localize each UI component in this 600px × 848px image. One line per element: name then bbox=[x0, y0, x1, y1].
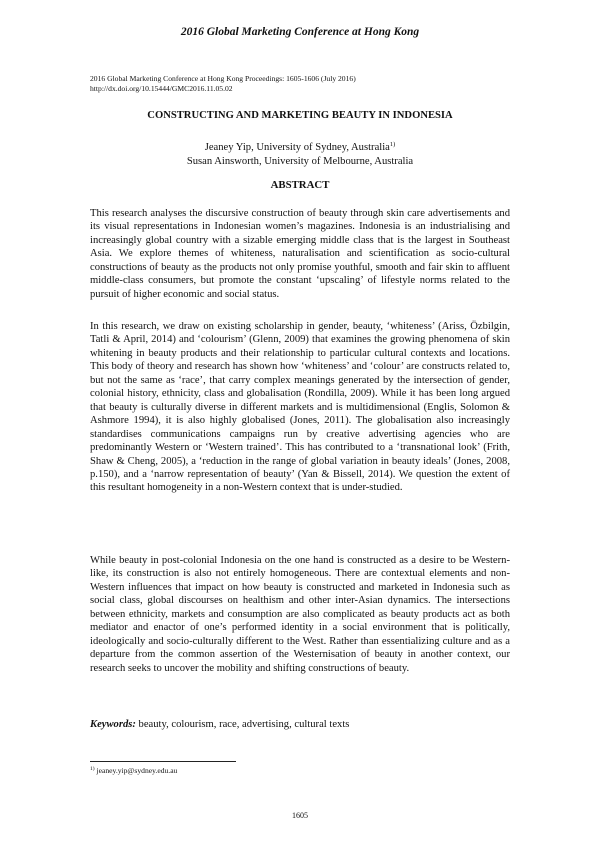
proceedings-line: 2016 Global Marketing Conference at Hong Kong Proceedings: 1605-1606 (July 2016) bbox=[90, 74, 356, 83]
footnote bbox=[90, 766, 177, 775]
footnote-marker: 1) bbox=[90, 766, 95, 772]
abstract-heading: ABSTRACT bbox=[270, 179, 330, 191]
running-header: 2016 Global Marketing Conference at Hong Kong bbox=[180, 26, 420, 38]
abstract-paragraph: In this research, we draw on existing scholarship in gender, beauty, ‘whiteness’ (Ariss, Özbilgin, Tatli & April, 2014) and ‘colourism’ (Glenn, 2009) that examines the growing phenomena of skin whitening in beauty products and their relationship to particular cultural contexts and locations. This body of theory and research has shown how ‘whiteness’ and ‘colour’ are constructs related to, but not the same as ‘race’, that carry complex meanings generated by the intersection of gender, colonial history, ethnicity, class and globalisation (Rondilla, 2009). While it has been long argued that beauty is culturally diverse in different markets and is multidimensional (Englis, Solomon & Ashmore 1994), it is also highly globalised (Jones, 2011). The globalisation also increasingly standardises communications campaigns run by creative advertising agencies who are predominantly Western or ‘Western trained’. This has contributed to a ‘transnational look’ (Frith, Shaw & Cheng, 2005), a ‘reduction in the range of global variation in beauty ideals’ (Jones, 2008, p.150), and a ‘narrow representation of beauty’ (Yan & Bissell, 2014). We question the extent of this resultant homogeneity in a non-Western context that is under-studied. bbox=[90, 321, 510, 494]
author-block bbox=[0, 138, 600, 169]
keywords-line bbox=[90, 719, 349, 730]
publication-info bbox=[90, 74, 356, 94]
abstract-paragraph: While beauty in post-colonial Indonesia on the one hand is constructed as a desire to be Western-like, its construction is also not entirely homogeneous. There are contextual elements and non-Western influences that impact on how beauty is constructed and marketed in Indonesia such as social class, global discourses on healthism and other inter-Asian dynamics. The intersections between ethnicity, markets and consumption are also complicated as beauty products act as both mediator and enactor of one’s performed identity in a social environment that is politically, ideologically and socio-culturally different to the West. Rather than essentializing culture and as a departure from the common assertion of the Westernisation of beauty in another context, our research seeks to uncover the mobility and shifting constructions of beauty. bbox=[90, 555, 510, 674]
author-line bbox=[0, 138, 600, 155]
doi-line: http://dx.doi.org/10.15444/GMC2016.11.05.02 bbox=[90, 84, 233, 93]
page-number: 1605 bbox=[292, 811, 308, 820]
keywords-label: Keywords: bbox=[90, 719, 136, 730]
author-line bbox=[0, 155, 600, 169]
abstract-paragraph: This research analyses the discursive construction of beauty through skin care advertisements and its visual representations in Indonesian women’s magazines. Indonesia is an industrialising and increasingly global country with a sizable emerging middle class that is the largest in Southeast Asia. We explore themes of whiteness, naturalisation and scientification as socio-cultural constructions of beauty as the products not only promise youthful, smooth and fair skin to affluent middle-class consumers, but promote the constant ‘upscaling’ of lifestyle norms related to the pursuit of higher economic and social status. bbox=[90, 208, 510, 300]
author-name: Jeaney Yip, University of Sydney, Australia bbox=[204, 142, 390, 153]
keywords-text: beauty, colourism, race, advertising, cultural texts bbox=[135, 719, 350, 730]
author-name: Susan Ainsworth, University of Melbourne, Australia bbox=[186, 156, 414, 167]
footnote-divider bbox=[90, 761, 236, 762]
footnote-marker: 1) bbox=[389, 141, 396, 148]
footnote-email: jeaney.yip@sydney.edu.au bbox=[94, 766, 178, 775]
paper-title: CONSTRUCTING AND MARKETING BEAUTY IN INDONESIA bbox=[147, 110, 453, 121]
